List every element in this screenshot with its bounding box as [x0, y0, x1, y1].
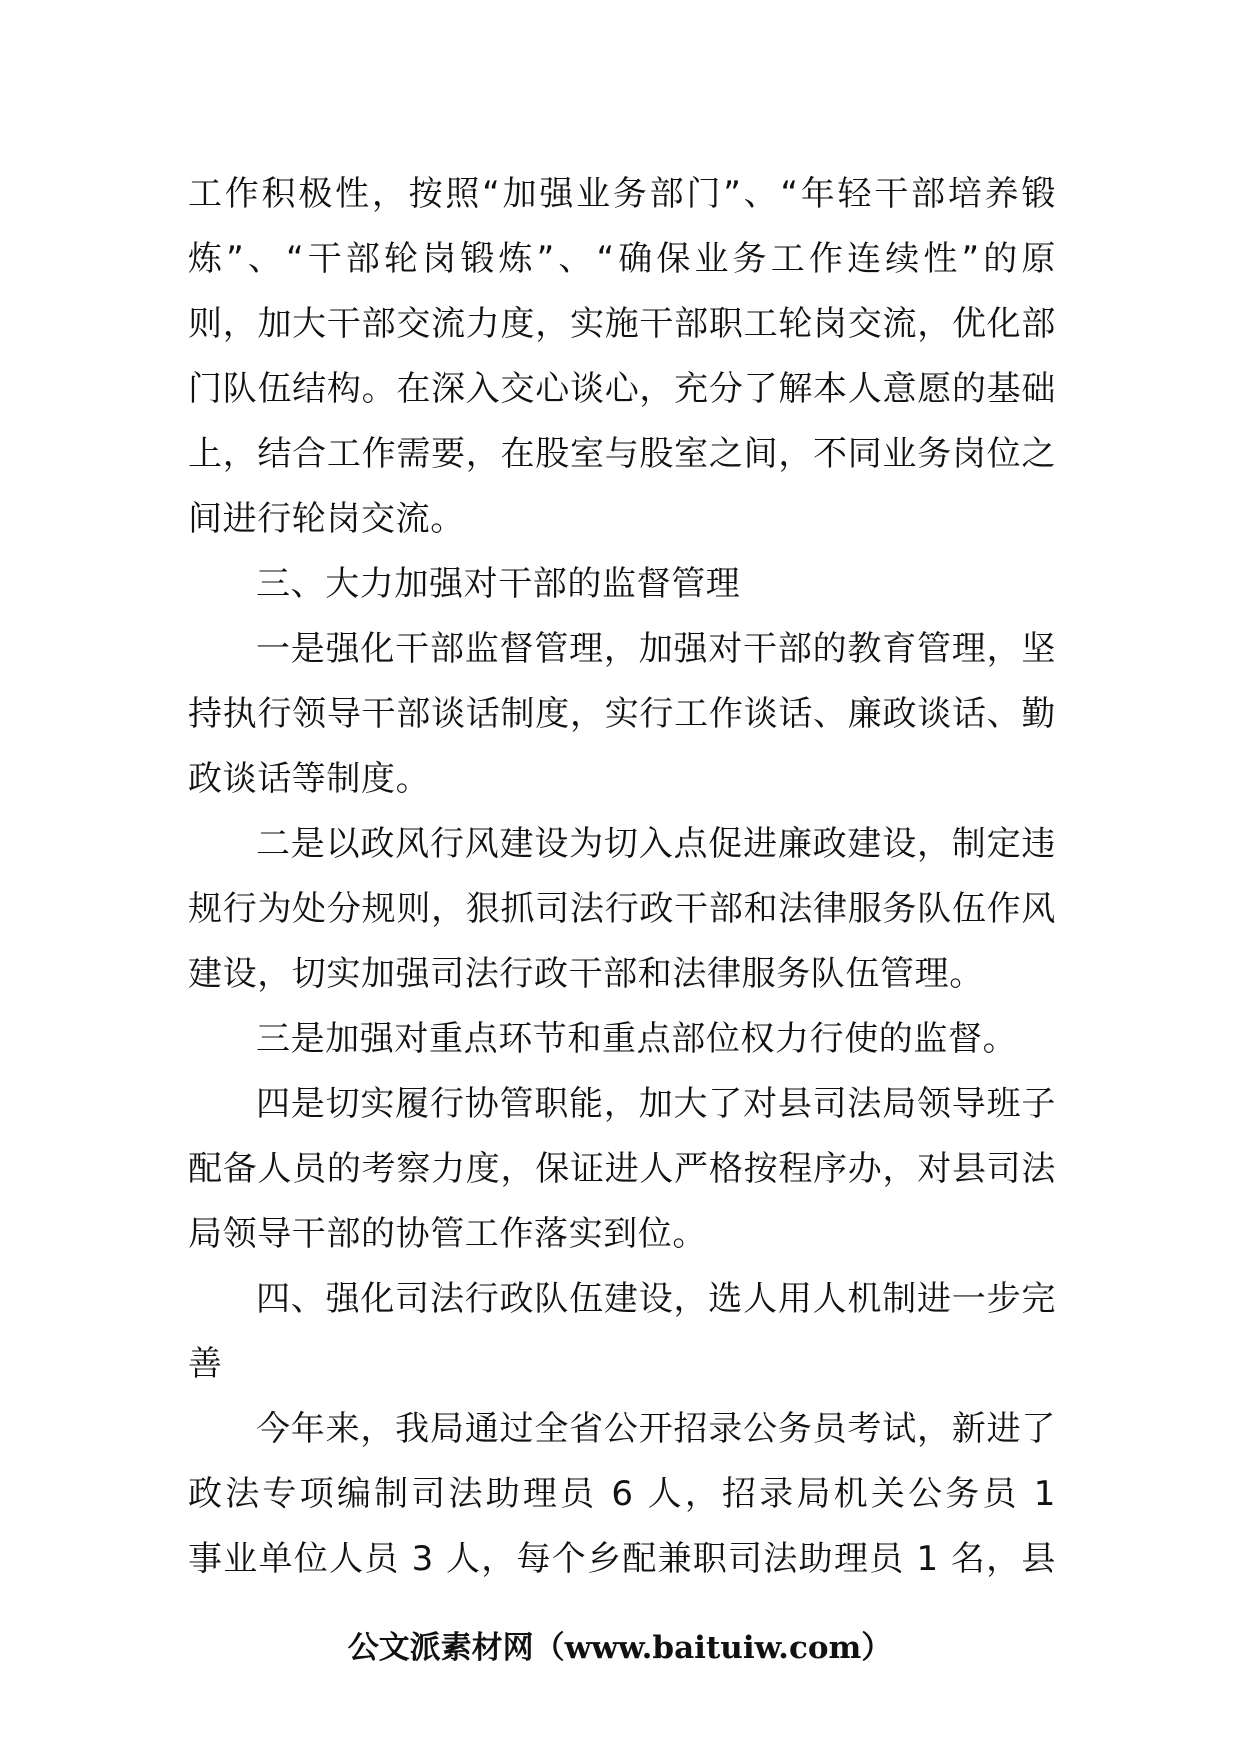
text-line: 今年来，我局通过全省公开招录公务员考试，新进了: [256, 1409, 1056, 1449]
footer-watermark: 公文派素材网（www.baituiw.com）: [347, 1630, 893, 1666]
text-line: 工作积极性，按照“加强业务部门”、“年轻干部培养锻: [188, 174, 1056, 214]
text-line: 四是切实履行协管职能，加大了对县司法局领导班子: [256, 1084, 1056, 1124]
text-line: 炼”、“干部轮岗锻炼”、“确保业务工作连续性”的原: [188, 239, 1056, 279]
document-body: [188, 162, 1056, 1592]
text-line: 局领导干部的协管工作落实到位。: [188, 1214, 707, 1254]
text-line: 则，加大干部交流力度，实施干部职工轮岗交流，优化部: [188, 304, 1056, 344]
text-line: 二是以政风行风建设为切入点促进廉政建设，制定违: [256, 824, 1056, 864]
text-line: 建设，切实加强司法行政干部和法律服务队伍管理。: [188, 954, 984, 994]
text-line: 事业单位人员 3 人，每个乡配兼职司法助理员 1 名，县: [188, 1539, 1056, 1579]
text-line: 一是强化干部监督管理，加强对干部的教育管理，坚: [256, 629, 1056, 669]
text-line: 规行为处分规则，狠抓司法行政干部和法律服务队伍作风: [188, 889, 1056, 929]
section-heading: 四、强化司法行政队伍建设，选人用人机制进一步完: [256, 1279, 1056, 1319]
text-line: 门队伍结构。在深入交心谈心，充分了解本人意愿的基础: [188, 369, 1056, 409]
text-line: 持执行领导干部谈话制度，实行工作谈话、廉政谈话、勤: [188, 694, 1056, 734]
section-heading-continued: 善: [188, 1344, 223, 1384]
section-heading: 三、大力加强对干部的监督管理: [256, 564, 741, 604]
text-line: 上，结合工作需要，在股室与股室之间，不同业务岗位之: [188, 434, 1056, 474]
text-line: 政法专项编制司法助理员 6 人，招录局机关公务员 1: [188, 1474, 1056, 1514]
text-line: 三是加强对重点环节和重点部位权力行使的监督。: [256, 1019, 1018, 1059]
text-line: 政谈话等制度。: [188, 759, 431, 799]
text-line: 间进行轮岗交流。: [188, 499, 465, 539]
text-line: 配备人员的考察力度，保证进人严格按程序办，对县司法: [188, 1149, 1056, 1189]
